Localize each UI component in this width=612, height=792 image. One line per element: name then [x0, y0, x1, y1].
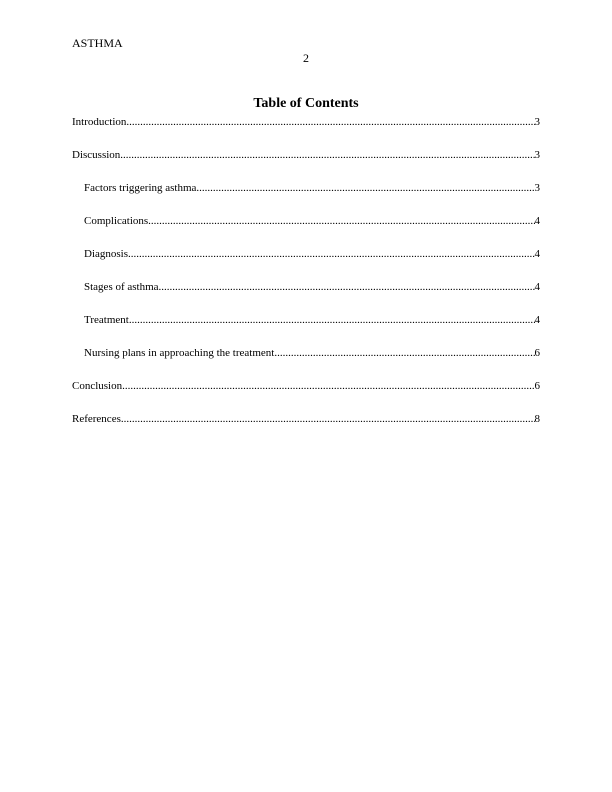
toc-title: Table of Contents: [253, 96, 359, 111]
page-number: 2: [303, 51, 309, 65]
toc-dot-leader: [274, 346, 534, 360]
toc-dot-leader: [148, 214, 534, 228]
toc-dot-leader: [159, 280, 535, 294]
toc-dot-leader: [120, 148, 534, 162]
toc-dot-leader: [126, 115, 534, 129]
toc-entry-nursing-plans[interactable]: [72, 346, 540, 360]
toc-entry-label: Diagnosis: [84, 248, 128, 260]
running-head: ASTHMA: [72, 36, 123, 50]
toc-entry-page: 4: [534, 314, 540, 326]
table-of-contents: [72, 115, 540, 426]
toc-entry-page: 3: [534, 116, 540, 128]
toc-entry-diagnosis[interactable]: [72, 247, 540, 261]
toc-entry-introduction[interactable]: [72, 115, 540, 129]
toc-entry-stages-of-asthma[interactable]: [72, 280, 540, 294]
toc-entry-page: 6: [534, 380, 540, 392]
toc-entry-factors-triggering-asthma[interactable]: [72, 181, 540, 195]
toc-entry-label: Introduction: [72, 116, 127, 128]
toc-dot-leader: [196, 181, 534, 195]
toc-entry-label: Nursing plans in approaching the treatment: [84, 347, 275, 359]
toc-entry-complications[interactable]: [72, 214, 540, 228]
toc-entry-discussion[interactable]: [72, 148, 540, 162]
toc-entry-label: Stages of asthma: [84, 281, 159, 293]
toc-entry-page: 3: [534, 182, 540, 194]
toc-entry-page: 6: [534, 347, 540, 359]
toc-entry-page: 4: [534, 281, 540, 293]
toc-entry-page: 4: [534, 248, 540, 260]
toc-entry-page: 3: [534, 149, 540, 161]
toc-dot-leader: [121, 412, 535, 426]
toc-entry-page: 8: [534, 413, 540, 425]
toc-dot-leader: [129, 313, 535, 327]
toc-entry-label: Discussion: [72, 149, 121, 161]
toc-entry-label: References: [72, 413, 121, 425]
toc-entry-treatment[interactable]: [72, 313, 540, 327]
toc-dot-leader: [122, 379, 534, 393]
toc-entry-label: Factors triggering asthma: [84, 182, 197, 194]
toc-dot-leader: [128, 247, 535, 261]
toc-entry-references[interactable]: [72, 412, 540, 426]
toc-entry-label: Treatment: [84, 314, 129, 326]
toc-entry-page: 4: [534, 215, 540, 227]
toc-entry-label: Complications: [84, 215, 149, 227]
toc-entry-label: Conclusion: [72, 380, 123, 392]
toc-entry-conclusion[interactable]: [72, 379, 540, 393]
